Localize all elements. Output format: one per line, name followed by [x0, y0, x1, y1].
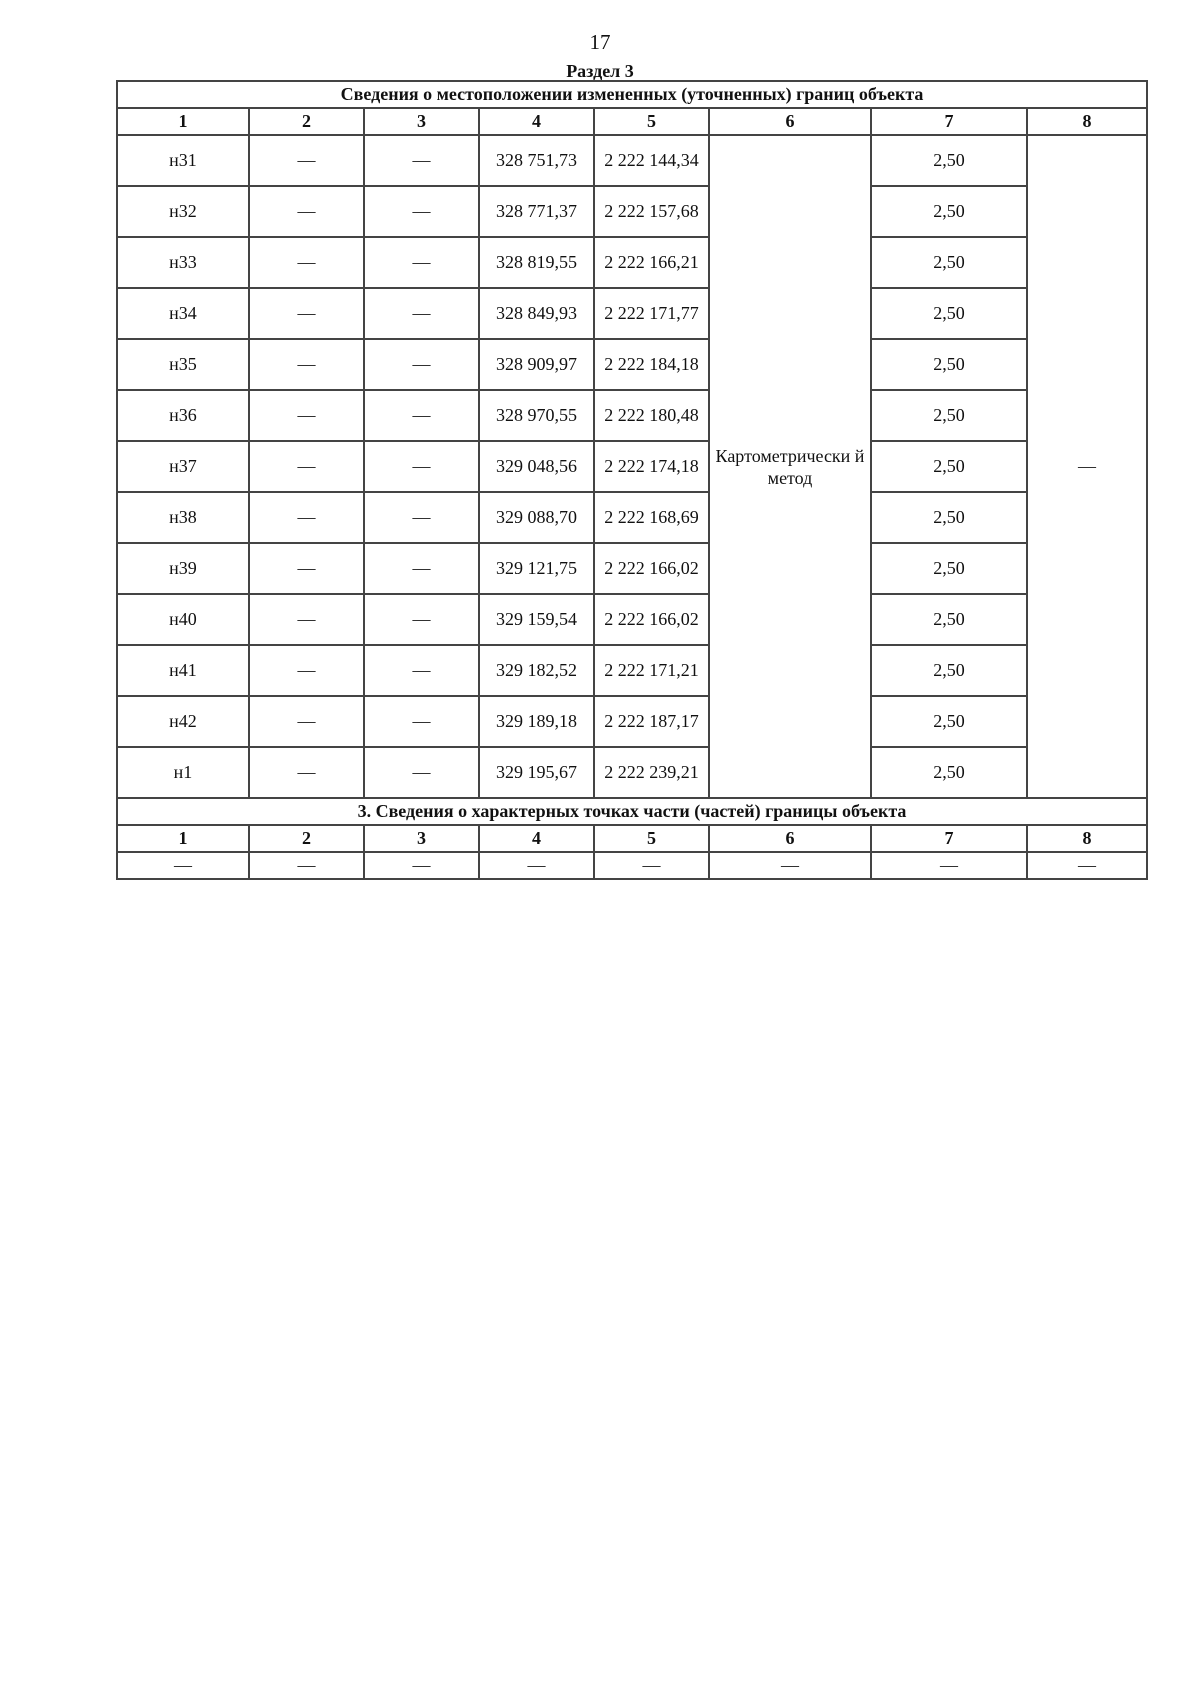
accuracy-cell: 2,50 [871, 441, 1027, 492]
table-row [117, 696, 1147, 747]
accuracy-cell: 2,50 [871, 747, 1027, 798]
point-cell: н1 [117, 747, 249, 798]
empty-cell: — [117, 852, 249, 879]
point-cell: н33 [117, 237, 249, 288]
table-row [117, 594, 1147, 645]
table-row [117, 390, 1147, 441]
y-coordinate-cell: 2 222 157,68 [594, 186, 709, 237]
table-row [117, 492, 1147, 543]
x-coordinate-cell: 329 121,75 [479, 543, 594, 594]
point-cell: н38 [117, 492, 249, 543]
table-row [117, 186, 1147, 237]
x-coordinate-cell: 328 909,97 [479, 339, 594, 390]
table2-header-col-1: 1 [117, 825, 249, 852]
x-coordinate-cell: 329 189,18 [479, 696, 594, 747]
table1-header-row [117, 108, 1147, 135]
x-coordinate-cell: 328 849,93 [479, 288, 594, 339]
col2-cell: — [249, 696, 364, 747]
col2-cell: — [249, 594, 364, 645]
table-row [117, 441, 1147, 492]
y-coordinate-cell: 2 222 174,18 [594, 441, 709, 492]
table-row [117, 543, 1147, 594]
empty-cell: — [871, 852, 1027, 879]
table1-header-col-3: 3 [364, 108, 479, 135]
y-coordinate-cell: 2 222 171,21 [594, 645, 709, 696]
col2-cell: — [249, 645, 364, 696]
col3-cell: — [364, 339, 479, 390]
y-coordinate-cell: 2 222 180,48 [594, 390, 709, 441]
point-cell: н41 [117, 645, 249, 696]
point-cell: н40 [117, 594, 249, 645]
accuracy-cell: 2,50 [871, 288, 1027, 339]
y-coordinate-cell: 2 222 184,18 [594, 339, 709, 390]
col3-cell: — [364, 288, 479, 339]
accuracy-cell: 2,50 [871, 492, 1027, 543]
col2-cell: — [249, 441, 364, 492]
point-cell: н35 [117, 339, 249, 390]
table2-header-col-3: 3 [364, 825, 479, 852]
table1-header-col-6: 6 [709, 108, 871, 135]
y-coordinate-cell: 2 222 144,34 [594, 135, 709, 186]
y-coordinate-cell: 2 222 166,21 [594, 237, 709, 288]
table2-header-col-6: 6 [709, 825, 871, 852]
table2-header-row [117, 825, 1147, 852]
col2-cell: — [249, 543, 364, 594]
y-coordinate-cell: 2 222 187,17 [594, 696, 709, 747]
point-cell: н37 [117, 441, 249, 492]
boundary-table [116, 80, 1148, 880]
table2-header-col-4: 4 [479, 825, 594, 852]
table-row [117, 288, 1147, 339]
accuracy-cell: 2,50 [871, 390, 1027, 441]
col3-cell: — [364, 237, 479, 288]
x-coordinate-cell: 329 182,52 [479, 645, 594, 696]
col3-cell: — [364, 186, 479, 237]
col3-cell: — [364, 135, 479, 186]
page-number: 17 [589, 30, 611, 54]
col2-cell: — [249, 186, 364, 237]
col2-cell: — [249, 135, 364, 186]
col8-cell: — [1027, 135, 1147, 798]
col3-cell: — [364, 645, 479, 696]
table-row [117, 747, 1147, 798]
accuracy-cell: 2,50 [871, 645, 1027, 696]
table1-header-col-2: 2 [249, 108, 364, 135]
y-coordinate-cell: 2 222 168,69 [594, 492, 709, 543]
col2-cell: — [249, 339, 364, 390]
col3-cell: — [364, 441, 479, 492]
empty-cell: — [1027, 852, 1147, 879]
col3-cell: — [364, 543, 479, 594]
table2-caption: 3. Сведения о характерных точках части (частей) границы объекта [117, 798, 1147, 825]
col2-cell: — [249, 237, 364, 288]
empty-cell: — [479, 852, 594, 879]
empty-cell: — [594, 852, 709, 879]
table2-header-col-2: 2 [249, 825, 364, 852]
col3-cell: — [364, 747, 479, 798]
table-row [117, 852, 1147, 879]
section-title: Раздел 3 [566, 61, 634, 81]
x-coordinate-cell: 328 771,37 [479, 186, 594, 237]
x-coordinate-cell: 328 970,55 [479, 390, 594, 441]
table1-header-col-5: 5 [594, 108, 709, 135]
table2-header-col-8: 8 [1027, 825, 1147, 852]
empty-cell: — [364, 852, 479, 879]
point-cell: н32 [117, 186, 249, 237]
table-row [117, 645, 1147, 696]
y-coordinate-cell: 2 222 166,02 [594, 543, 709, 594]
accuracy-cell: 2,50 [871, 543, 1027, 594]
method-cell: Картометрически й метод [709, 135, 871, 798]
table1-header-col-1: 1 [117, 108, 249, 135]
col3-cell: — [364, 696, 479, 747]
table-row [117, 135, 1147, 186]
x-coordinate-cell: 328 819,55 [479, 237, 594, 288]
y-coordinate-cell: 2 222 239,21 [594, 747, 709, 798]
y-coordinate-cell: 2 222 171,77 [594, 288, 709, 339]
empty-cell: — [249, 852, 364, 879]
table2-header-col-5: 5 [594, 825, 709, 852]
col2-cell: — [249, 288, 364, 339]
x-coordinate-cell: 329 048,56 [479, 441, 594, 492]
point-cell: н31 [117, 135, 249, 186]
table-row [117, 237, 1147, 288]
col3-cell: — [364, 492, 479, 543]
y-coordinate-cell: 2 222 166,02 [594, 594, 709, 645]
col2-cell: — [249, 390, 364, 441]
accuracy-cell: 2,50 [871, 135, 1027, 186]
point-cell: н42 [117, 696, 249, 747]
table1-header-col-8: 8 [1027, 108, 1147, 135]
col3-cell: — [364, 594, 479, 645]
point-cell: н39 [117, 543, 249, 594]
empty-cell: — [709, 852, 871, 879]
col2-cell: — [249, 492, 364, 543]
point-cell: н34 [117, 288, 249, 339]
table1-header-col-4: 4 [479, 108, 594, 135]
accuracy-cell: 2,50 [871, 186, 1027, 237]
col2-cell: — [249, 747, 364, 798]
accuracy-cell: 2,50 [871, 594, 1027, 645]
table1-header-col-7: 7 [871, 108, 1027, 135]
col3-cell: — [364, 390, 479, 441]
table-row [117, 339, 1147, 390]
x-coordinate-cell: 329 088,70 [479, 492, 594, 543]
accuracy-cell: 2,50 [871, 237, 1027, 288]
table2-header-col-7: 7 [871, 825, 1027, 852]
accuracy-cell: 2,50 [871, 339, 1027, 390]
accuracy-cell: 2,50 [871, 696, 1027, 747]
point-cell: н36 [117, 390, 249, 441]
x-coordinate-cell: 329 159,54 [479, 594, 594, 645]
table1-caption: Сведения о местоположении измененных (уточненных) границ объекта [117, 81, 1147, 108]
x-coordinate-cell: 329 195,67 [479, 747, 594, 798]
x-coordinate-cell: 328 751,73 [479, 135, 594, 186]
